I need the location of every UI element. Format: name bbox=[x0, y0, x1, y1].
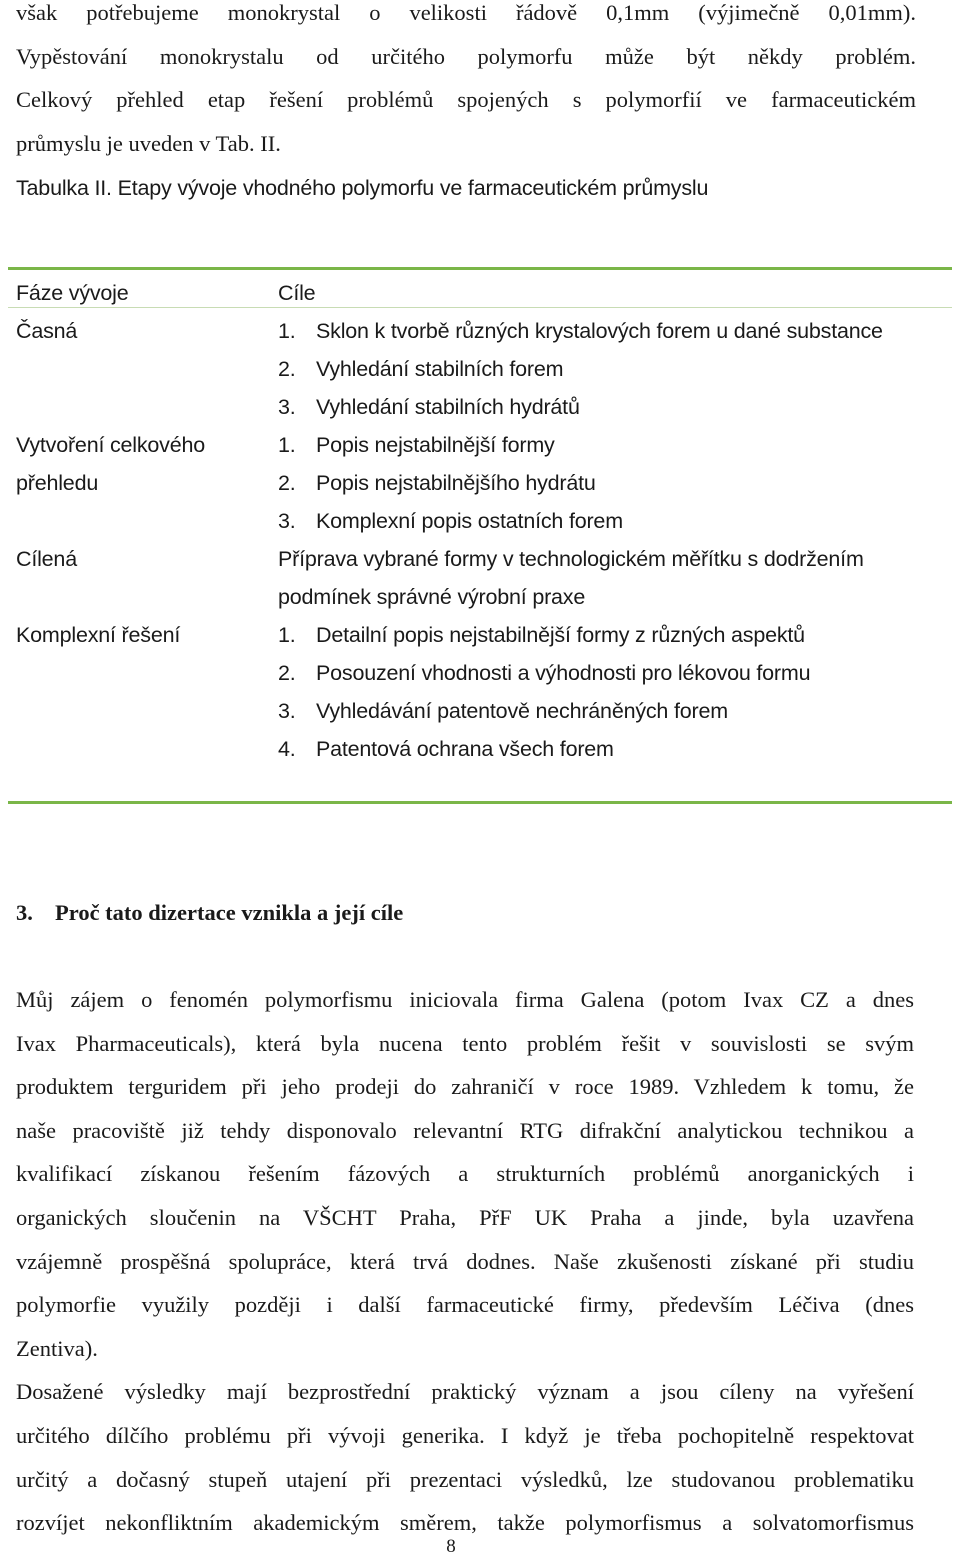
goal-text: Popis nejstabilnějšího hydrátu bbox=[316, 471, 596, 495]
goal-text: Detailní popis nejstabilnější formy z různých aspektů bbox=[316, 623, 805, 647]
table-caption: Tabulka II. Etapy vývoje vhodného polymorfu ve farmaceutickém průmyslu bbox=[16, 176, 709, 200]
body-line: naše pracoviště již tehdy disponovalo relevantní RTG difrakční analytickou technikou a bbox=[16, 1117, 914, 1143]
section-heading bbox=[16, 900, 403, 926]
goal-text: Komplexní popis ostatních forem bbox=[316, 509, 623, 533]
body-line: určitý a dočasný stupeň utajení při prezentaci výsledků, lze studovanou problematiku bbox=[16, 1466, 914, 1492]
goal-number: 2. bbox=[278, 357, 296, 381]
goal-number: 1. bbox=[278, 319, 296, 343]
goal-text: Posouzení vhodnosti a výhodnosti pro lékovou formu bbox=[316, 661, 811, 685]
goal-number: 2. bbox=[278, 471, 296, 495]
page-number: 8 bbox=[446, 1536, 456, 1557]
goal-text: Příprava vybrané formy v technologickém měřítku s dodržením bbox=[278, 547, 864, 571]
body-line: Zentiva). bbox=[16, 1335, 98, 1361]
phase-label: Vytvoření celkového bbox=[16, 433, 206, 457]
goal-text: podmínek správné výrobní praxe bbox=[278, 585, 586, 609]
body-line: Můj zájem o fenomén polymorfismu iniciovala firma Galena (potom Ivax CZ a dnes bbox=[16, 987, 914, 1012]
table-bottom-rule bbox=[8, 801, 952, 804]
intro-paragraph bbox=[16, 0, 916, 165]
goal-number: 3. bbox=[278, 395, 296, 419]
table-top-rule bbox=[8, 267, 952, 270]
body-line: vzájemně prospěšná spolupráce, která trvá dodnes. Naše zkušenosti získané při studiu bbox=[16, 1248, 914, 1274]
header-phase: Fáze vývoje bbox=[16, 281, 129, 305]
body-line: určitého dílčího problému při vývoji generika. I když je třeba pochopitelně respektovat bbox=[16, 1422, 914, 1448]
phase-label: Komplexní řešení bbox=[16, 623, 181, 647]
goal-number: 3. bbox=[278, 509, 296, 533]
goal-text: Vyhledání stabilních hydrátů bbox=[316, 395, 580, 419]
goal-number: 4. bbox=[278, 737, 296, 761]
goal-text: Vyhledání stabilních forem bbox=[316, 357, 564, 381]
body-line: Dosažené výsledky mají bezprostřední praktický význam a jsou cíleny na vyřešení bbox=[16, 1379, 914, 1405]
goal-text: Vyhledávání patentově nechráněných forem bbox=[316, 699, 728, 723]
body-line: organických sloučenin na VŠCHT Praha, PřF UK Praha a jinde, byla uzavřena bbox=[16, 1204, 914, 1230]
phase-label: Časná bbox=[16, 319, 78, 343]
body-paragraphs bbox=[16, 978, 914, 1545]
body-line: rozvíjet nekonfliktním akademickým směrem, takže polymorfismus a solvatomorfismus bbox=[16, 1510, 914, 1536]
body-line: kvalifikací získanou řešením fázových a strukturních problémů anorganických i bbox=[16, 1161, 914, 1187]
header-goals: Cíle bbox=[278, 281, 316, 305]
phase-label: Cílená bbox=[16, 547, 77, 571]
phase-label: přehledu bbox=[16, 471, 99, 495]
goal-number: 2. bbox=[278, 661, 296, 685]
intro-line: Celkový přehled etap řešení problémů spojených s polymorfií ve farmaceutickém bbox=[16, 87, 916, 113]
goal-text: Sklon k tvorbě různých krystalových forem u dané substance bbox=[316, 319, 883, 343]
table-header-rule bbox=[8, 307, 952, 308]
body-line: polymorfie využily později i další farmaceutické firmy, především Léčiva (dnes bbox=[16, 1292, 914, 1318]
intro-line: však potřebujeme monokrystal o velikosti řádově 0,1mm (výjimečně 0,01mm). bbox=[16, 0, 916, 25]
body-line: produktem terguridem při jeho prodeji do zahraničí v roce 1989. Vzhledem k tomu, že bbox=[16, 1074, 914, 1100]
body-line: Ivax Pharmaceuticals), která byla nucena tento problém řešit v souvislosti se svým bbox=[16, 1030, 914, 1056]
goal-text: Popis nejstabilnější formy bbox=[316, 433, 555, 457]
goal-text: Patentová ochrana všech forem bbox=[316, 737, 614, 761]
section-number: 3. bbox=[16, 900, 33, 925]
goal-number: 3. bbox=[278, 699, 296, 723]
goal-number: 1. bbox=[278, 433, 296, 457]
goal-number: 1. bbox=[278, 623, 296, 647]
intro-line: průmyslu je uveden v Tab. II. bbox=[16, 130, 281, 156]
intro-line: Vypěstování monokrystalu od určitého polymorfu může být někdy problém. bbox=[16, 43, 916, 69]
section-title: Proč tato dizertace vznikla a její cíle bbox=[55, 900, 404, 925]
